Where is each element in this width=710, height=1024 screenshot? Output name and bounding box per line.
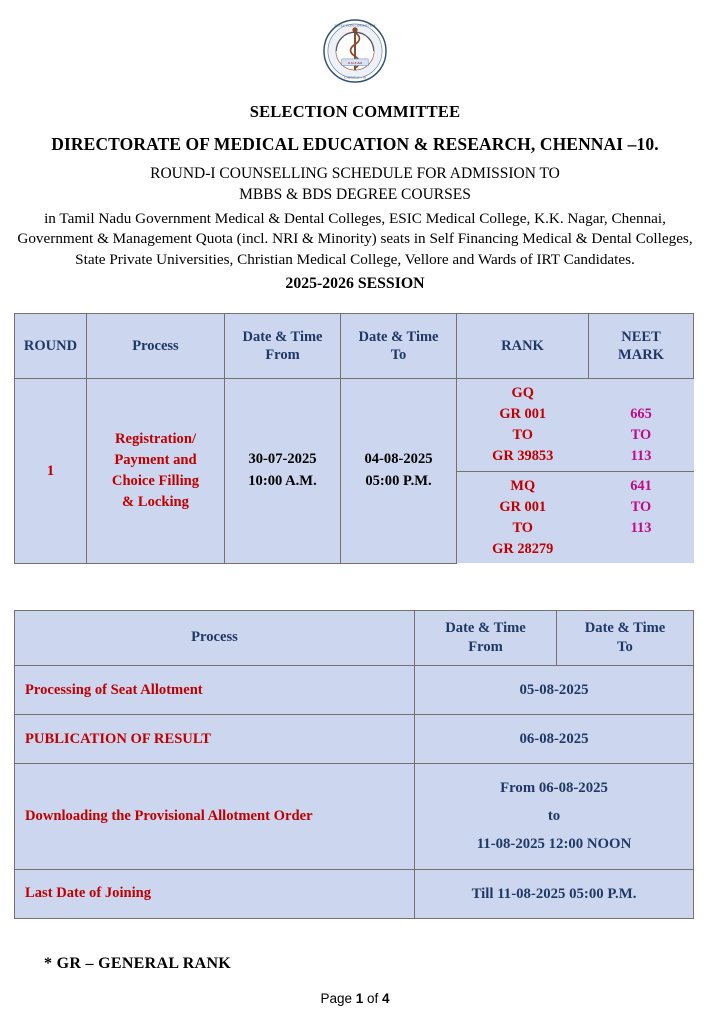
table-row xyxy=(15,764,694,869)
cell-neet-mq xyxy=(589,471,694,542)
col-header-rank: RANK xyxy=(457,314,589,379)
cell-process-line3: Choice Filling xyxy=(111,473,200,490)
page-current: 1 xyxy=(355,991,364,1006)
col-header-neet-mark xyxy=(589,314,694,379)
page-mid: of xyxy=(363,991,383,1006)
download-value-line1: From 06-08-2025 xyxy=(500,780,608,797)
cell-process-last-date-joining: Last Date of Joining xyxy=(15,869,415,918)
cell-value-seat-allotment: 05-08-2025 xyxy=(415,665,694,714)
cell-rank-group xyxy=(457,379,589,564)
col-header-date-from-line2: From xyxy=(265,347,300,364)
col2-header-date-to xyxy=(557,610,694,665)
table-row xyxy=(15,715,694,764)
neet-mq-to: 113 xyxy=(630,519,652,536)
heading-round-schedule: ROUND-I COUNSELLING SCHEDULE FOR ADMISSION TO xyxy=(150,165,560,182)
allotment-schedule-table xyxy=(14,610,694,919)
logo-container xyxy=(14,10,696,96)
cell-value-publication-result: 06-08-2025 xyxy=(415,715,694,764)
heading-directorate: DIRECTORATE OF MEDICAL EDUCATION & RESEARCH, CHENNAI –10. xyxy=(51,134,659,154)
col2-header-date-from xyxy=(415,610,557,665)
cell-neet-gq xyxy=(589,400,694,471)
col-header-date-from xyxy=(225,314,341,379)
cell-date-to xyxy=(341,379,457,564)
col2-header-to-line1: Date & Time xyxy=(584,619,666,636)
neet-subtable xyxy=(589,400,694,542)
neet-row-mq xyxy=(589,471,694,542)
col-header-date-to-line2: To xyxy=(390,347,407,364)
rank-gq-quota: GQ xyxy=(511,385,534,402)
cell-process-seat-allotment: Processing of Seat Allotment xyxy=(15,665,415,714)
svg-text:SELECTION COMMITTEE: SELECTION COMMITTEE xyxy=(334,23,376,28)
neet-mq-sep: TO xyxy=(630,498,652,515)
heading-courses: MBBS & BDS DEGREE COURSES xyxy=(239,186,471,204)
neet-gq-to: 113 xyxy=(630,448,652,465)
cell-process-line1: Registration/ xyxy=(114,430,197,447)
neet-gq-sep: TO xyxy=(630,427,652,444)
table-row xyxy=(15,869,694,918)
rank-row-mq xyxy=(457,471,589,563)
heading-scope-paragraph: in Tamil Nadu Government Medical & Dental Colleges, ESIC Medical College, K.K. Nagar, Chennai, Government & Management Quota (incl. NRI & Minority) seats in Self Financing Medical & Dental Colleges, State Private Universities, Christian Medical College, Vellore and Wards of IRT Candidates. xyxy=(17,209,693,268)
table-row xyxy=(15,379,694,564)
neet-row-gq xyxy=(589,400,694,471)
page-total: 4 xyxy=(382,991,390,1006)
cell-process-line2: Payment and xyxy=(114,452,197,469)
rank-gq-sep: TO xyxy=(512,427,534,444)
svg-text:D.M.E.&R: D.M.E.&R xyxy=(347,60,363,65)
rank-mq-to: GR 28279 xyxy=(492,540,554,557)
rank-gq-to: GR 39853 xyxy=(492,448,554,465)
cell-round-number: 1 xyxy=(15,379,87,564)
footnote-general-rank: * GR – GENERAL RANK xyxy=(44,954,232,972)
cell-date-to-date: 04-08-2025 xyxy=(364,451,433,468)
table-row xyxy=(15,665,694,714)
rank-gq-from: GR 001 xyxy=(499,406,547,423)
col2-header-from-line1: Date & Time xyxy=(445,619,526,636)
heading-session: 2025-2026 SESSION xyxy=(285,275,425,293)
col2-header-from-line2: From xyxy=(468,638,503,655)
col2-header-to-line2: To xyxy=(617,638,633,655)
round-schedule-table xyxy=(14,313,694,564)
cell-date-from xyxy=(225,379,341,564)
cell-neet-group xyxy=(589,379,694,564)
rank-row-gq xyxy=(457,379,589,471)
page-number xyxy=(0,991,710,1006)
page-prefix: Page xyxy=(320,991,356,1006)
col-header-date-to-line1: Date & Time xyxy=(358,329,439,346)
download-value-line2: to xyxy=(547,808,561,825)
col-header-process: Process xyxy=(87,314,225,379)
heading-selection-committee: SELECTION COMMITTEE xyxy=(249,102,461,121)
col-header-neet-line2: MARK xyxy=(618,347,664,364)
cell-process-line4: & Locking xyxy=(122,494,189,511)
cell-process xyxy=(87,379,225,564)
rank-subtable xyxy=(457,379,589,563)
cell-date-from-date: 30-07-2025 xyxy=(248,451,317,468)
rank-mq-quota: MQ xyxy=(510,477,536,494)
col-header-date-from-line1: Date & Time xyxy=(242,329,323,346)
svg-text:CHENNAI - 10: CHENNAI - 10 xyxy=(344,75,366,80)
cell-process-publication-result: PUBLICATION OF RESULT xyxy=(15,715,415,764)
cell-date-from-time: 10:00 A.M. xyxy=(248,473,317,490)
cell-rank-gq xyxy=(457,379,589,471)
col-header-neet-line1: NEET xyxy=(621,329,661,346)
cell-process-download-allotment-order: Downloading the Provisional Allotment Order xyxy=(15,764,415,869)
rank-mq-sep: TO xyxy=(512,519,534,536)
col-header-date-to xyxy=(341,314,457,379)
selection-committee-emblem-icon xyxy=(322,18,388,84)
col2-header-process: Process xyxy=(15,610,415,665)
cell-value-last-date-joining: Till 11-08-2025 05:00 P.M. xyxy=(415,869,694,918)
table2-header-row xyxy=(15,610,694,665)
cell-rank-mq xyxy=(457,471,589,563)
neet-gq-from: 665 xyxy=(630,406,652,423)
cell-value-download-allotment-order xyxy=(415,764,694,869)
neet-mq-from: 641 xyxy=(630,477,652,494)
col-header-round: ROUND xyxy=(15,314,87,379)
rank-mq-from: GR 001 xyxy=(499,498,547,515)
download-value-line3: 11-08-2025 12:00 NOON xyxy=(476,836,632,853)
table-header-row xyxy=(15,314,694,379)
cell-date-to-time: 05:00 P.M. xyxy=(365,473,432,490)
